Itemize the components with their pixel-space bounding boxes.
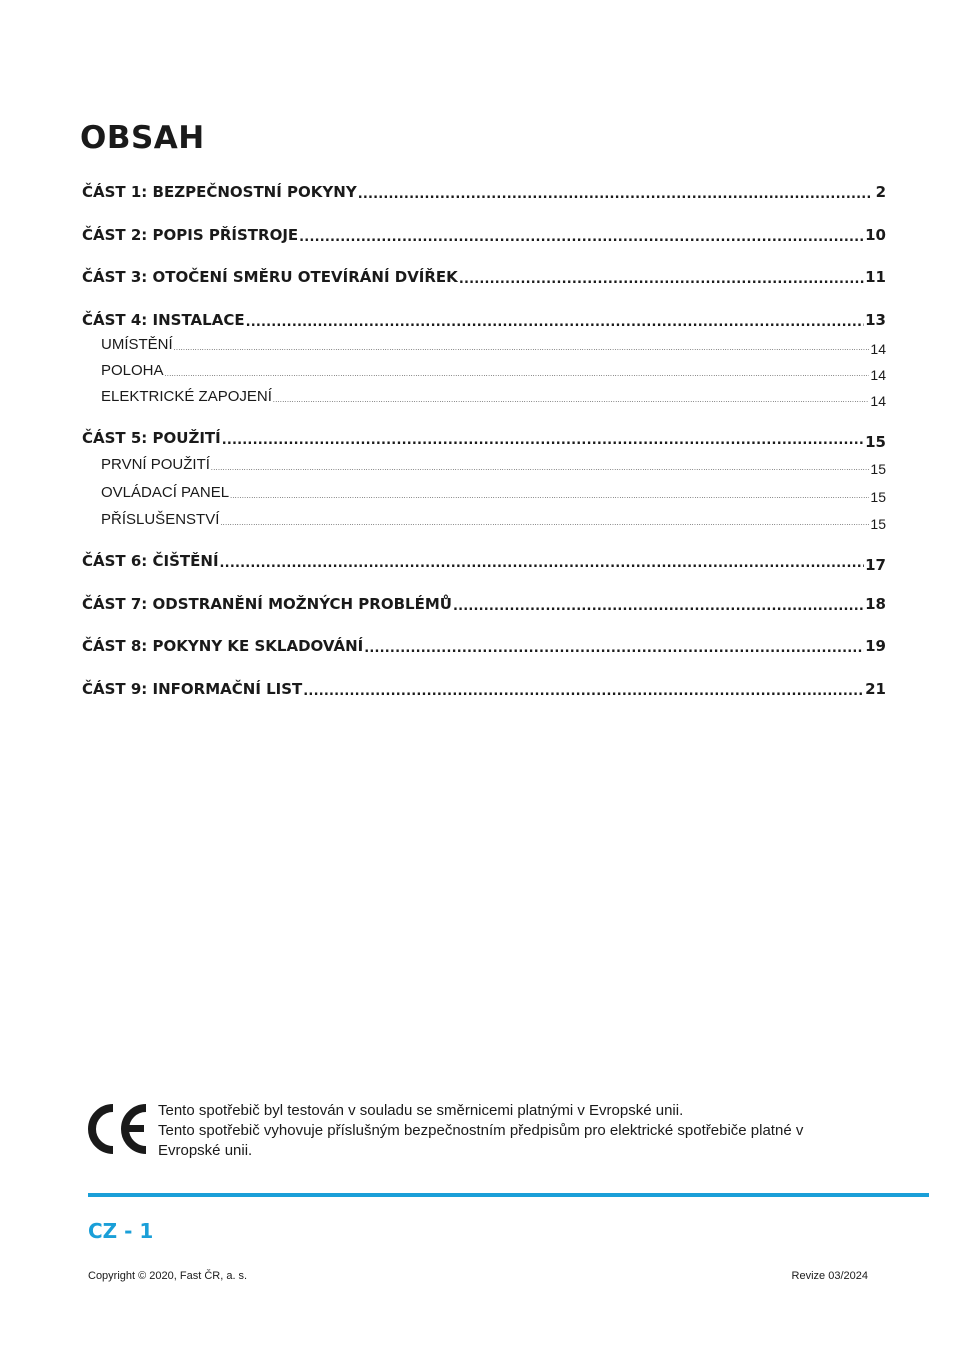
toc-leader <box>299 229 864 244</box>
toc-entry-page: 2 <box>875 183 886 201</box>
toc-entry-label: PRVNÍ POUŽITÍ <box>101 456 210 473</box>
toc-entry-label: ČÁST 9: INFORMAČNÍ LIST <box>82 680 303 698</box>
footer-divider <box>88 1193 929 1197</box>
toc-entry[interactable] <box>82 676 886 698</box>
toc-leader <box>220 513 869 528</box>
toc-entry-label: ČÁST 3: OTOČENÍ SMĚRU OTEVÍRÁNÍ DVÍŘEK <box>82 268 458 286</box>
toc-entry[interactable] <box>82 264 886 286</box>
toc-entry-label: ČÁST 7: ODSTRANĚNÍ MOŽNÝCH PROBLÉMŮ <box>82 595 452 613</box>
toc-entry-page: 15 <box>870 516 886 532</box>
toc-entry-label: ČÁST 5: POUŽITÍ <box>82 429 221 447</box>
toc-subentry[interactable] <box>101 357 886 383</box>
toc-entry-label: ČÁST 1: BEZPEČNOSTNÍ POKYNY <box>82 183 357 201</box>
toc-subentry[interactable] <box>101 383 886 409</box>
toc-entry[interactable] <box>82 307 886 329</box>
toc-entry[interactable] <box>82 222 886 244</box>
toc-entry[interactable] <box>82 591 886 613</box>
page-number: CZ - 1 <box>88 1219 154 1243</box>
toc-leader <box>220 555 865 570</box>
toc-entry-page: 15 <box>865 433 886 451</box>
toc-entry-page: 14 <box>870 341 886 357</box>
toc-entry-page: 10 <box>865 226 886 244</box>
toc-entry-label: ELEKTRICKÉ ZAPOJENÍ <box>101 388 272 405</box>
toc-entry-label: UMÍSTĚNÍ <box>101 336 173 353</box>
toc-entry-label: POLOHA <box>101 362 164 379</box>
toc-entry-label: ČÁST 2: POPIS PŘÍSTROJE <box>82 226 299 244</box>
toc-entry-page: 11 <box>865 268 886 286</box>
toc-leader <box>165 364 870 379</box>
toc-leader <box>303 683 864 698</box>
toc-subentry[interactable] <box>101 506 886 532</box>
toc-entry-page: 15 <box>870 489 886 505</box>
ce-notice-line: Tento spotřebič vyhovuje příslušným bezpečnostním předpisům pro elektrické spotřebiče platné v <box>158 1122 804 1139</box>
toc-entry-label: OVLÁDACÍ PANEL <box>101 484 230 501</box>
ce-notice-line: Evropské unii. <box>158 1142 253 1159</box>
toc-entry-page: 21 <box>865 680 886 698</box>
toc-leader <box>230 486 869 501</box>
toc-entry-page: 14 <box>870 393 886 409</box>
toc-leader <box>364 640 864 655</box>
toc-leader <box>273 390 870 405</box>
toc-entry-page: 17 <box>865 556 886 574</box>
toc-entry-label: ČÁST 8: POKYNY KE SKLADOVÁNÍ <box>82 637 364 655</box>
toc-entry[interactable] <box>82 179 886 201</box>
toc-entry-page: 14 <box>870 367 886 383</box>
toc-subentry[interactable] <box>101 479 886 505</box>
toc-entry-page: 18 <box>865 595 886 613</box>
toc-entry[interactable] <box>82 548 886 574</box>
ce-mark-icon <box>86 1104 150 1154</box>
toc-leader <box>174 338 870 353</box>
toc-leader <box>459 271 864 286</box>
toc-entry-page: 19 <box>865 637 886 655</box>
ce-notice <box>158 1101 878 1161</box>
toc-leader <box>246 314 865 329</box>
copyright-text: Copyright © 2020, Fast ČR, a. s. <box>88 1270 248 1282</box>
toc-entry-label: ČÁST 6: ČIŠTĚNÍ <box>82 552 219 570</box>
ce-notice-line: Tento spotřebič byl testován v souladu se směrnicemi platnými v Evropské unii. <box>158 1102 684 1119</box>
toc-leader <box>211 458 870 473</box>
toc-leader <box>222 432 864 447</box>
toc-entry[interactable] <box>82 633 886 655</box>
toc-entry-label: ČÁST 4: INSTALACE <box>82 311 245 329</box>
toc-entry-label: PŘÍSLUŠENSTVÍ <box>101 511 220 528</box>
revision-text: Revize 03/2024 <box>791 1270 868 1282</box>
toc-leader <box>358 186 871 201</box>
toc-leader <box>453 598 864 613</box>
toc-subentry[interactable] <box>101 451 886 477</box>
toc-subentry[interactable] <box>101 331 886 357</box>
toc-entry-page: 15 <box>870 461 886 477</box>
toc-entry-page: 13 <box>865 311 886 329</box>
page-title: OBSAH <box>80 120 205 156</box>
toc-entry[interactable] <box>82 425 886 451</box>
